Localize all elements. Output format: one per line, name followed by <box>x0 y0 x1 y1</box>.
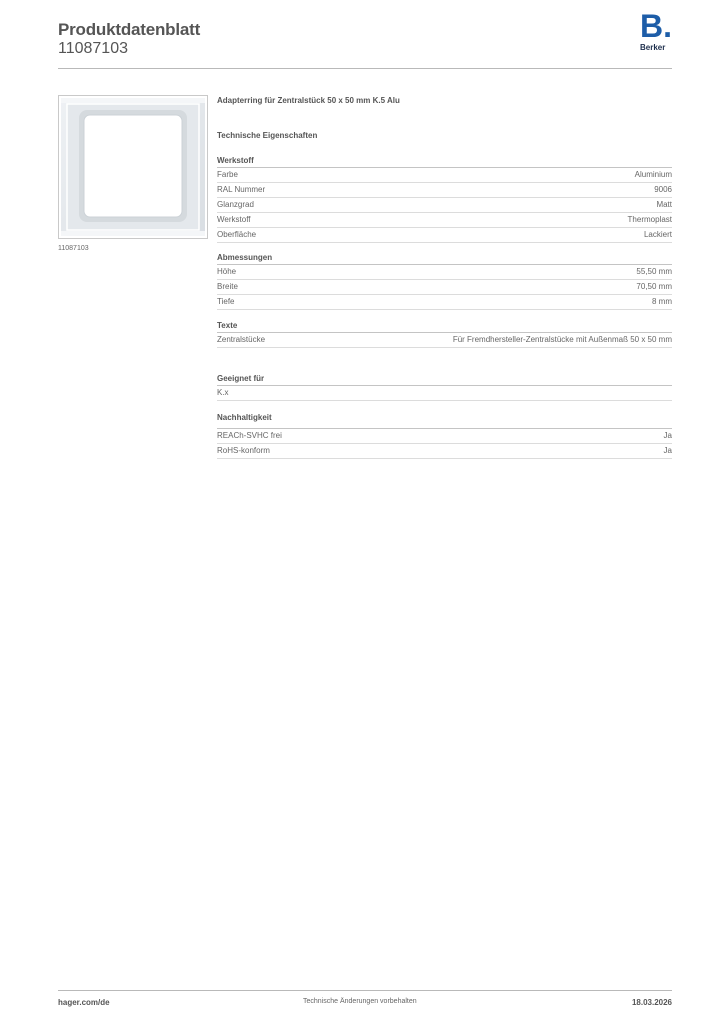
berker-logo <box>640 8 674 54</box>
section-heading-texte: Texte <box>217 321 238 330</box>
image-caption: 11087103 <box>58 245 89 252</box>
spec-row <box>217 198 672 213</box>
spec-value: Lackiert <box>643 230 672 239</box>
footer-website-link[interactable]: hager.com/de <box>58 998 110 1007</box>
spec-label: Farbe <box>217 170 238 179</box>
spec-label: RoHS-konform <box>217 446 270 455</box>
spec-row <box>217 265 672 280</box>
spec-value: Ja <box>663 431 672 440</box>
spec-label: Werkstoff <box>217 215 251 224</box>
spec-row <box>217 280 672 295</box>
spec-label: Oberfläche <box>217 230 257 239</box>
spec-label: REACh-SVHC frei <box>217 431 282 440</box>
spec-label: Zentralstücke <box>217 335 266 344</box>
spec-row <box>217 183 672 198</box>
header-divider <box>58 68 672 69</box>
spec-value: Für Fremdhersteller-Zentralstücke mit Außenmaß 50 x 50 mm <box>452 335 672 344</box>
spec-value: Matt <box>656 200 672 209</box>
article-number: 11087103 <box>58 40 128 57</box>
spec-label: Glanzgrad <box>217 200 254 209</box>
spec-value: 55,50 mm <box>636 267 672 276</box>
spec-label: K.x <box>217 388 229 397</box>
spec-value: 8 mm <box>652 297 672 306</box>
section-heading-geeignet: Geeignet für <box>217 374 265 383</box>
spec-row <box>217 213 672 228</box>
spec-row <box>217 386 672 401</box>
spec-label: Tiefe <box>217 297 235 306</box>
spec-value: Aluminium <box>634 170 672 179</box>
footer-date: 18.03.2026 <box>631 998 672 1007</box>
technical-properties-heading: Technische Eigenschaften <box>217 131 318 140</box>
spec-value: 9006 <box>654 185 672 194</box>
spec-row <box>217 228 672 243</box>
spec-row <box>217 444 672 459</box>
spec-row <box>217 295 672 310</box>
footer-disclaimer: Technische Änderungen vorbehalten <box>303 998 417 1005</box>
spec-label: Höhe <box>217 267 237 276</box>
spec-label: Breite <box>217 282 238 291</box>
product-image <box>58 95 208 239</box>
section-heading-nachhaltigkeit: Nachhaltigkeit <box>217 413 272 422</box>
logo-wordmark: Berker <box>640 43 666 52</box>
adapter-ring-illustration <box>59 96 207 238</box>
spec-row <box>217 333 672 348</box>
spec-value: Thermoplast <box>627 215 672 224</box>
footer-divider <box>58 990 672 991</box>
spec-value: 70,50 mm <box>636 282 672 291</box>
spec-value: Ja <box>663 446 672 455</box>
spec-row <box>217 429 672 444</box>
page-title: Produktdatenblatt <box>58 20 201 39</box>
logo-mark: B. <box>640 8 672 44</box>
section-heading-abmessungen: Abmessungen <box>217 253 273 262</box>
spec-label: RAL Nummer <box>217 185 266 194</box>
product-name: Adapterring für Zentralstück 50 x 50 mm K.5 Alu <box>217 96 400 105</box>
section-heading-werkstoff: Werkstoff <box>217 156 254 165</box>
spec-row <box>217 168 672 183</box>
